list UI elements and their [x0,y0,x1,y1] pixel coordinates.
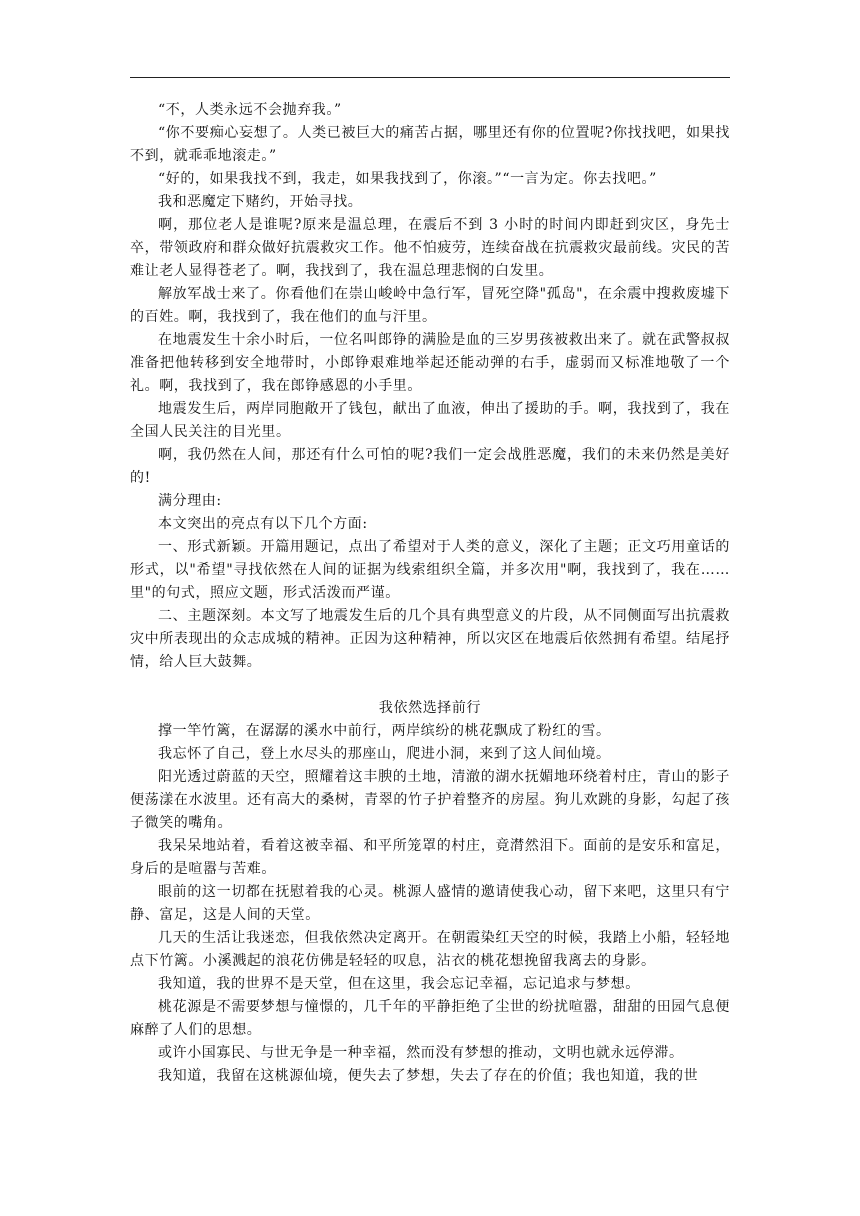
paragraph: “好的，如果我找不到，我走，如果我找到了，你滚。”“一言为定。你去找吧。” [158,171,657,187]
paragraph: 本文突出的亮点有以下几个方面: [158,516,368,532]
paragraph: “不，人类永远不会抛弃我。” [158,102,342,118]
paragraph: 在地震发生十余小时后，一位名叫郎铮的满脸是血的三岁男孩被救出来了。就在武警叔叔准备把他转移到安全地带时，小郎铮艰难地举起还能动弹的右手，虚弱而又标准地敬了一个礼。啊，我找到了，我在郎铮感恩的小手里。 [130,332,730,394]
header-rule [130,77,730,78]
comment-heading: 满分理由: [158,493,222,509]
paragraph: 地震发生后，两岸同胞敞开了钱包，献出了血液，伸出了援助的手。啊，我找到了，我在全国人民关注的目光里。 [130,401,730,440]
paragraph: 眼前的这一切都在抚慰着我的心灵。桃源人盛情的邀请使我心动，留下来吧，这里只有宁静、富足，这是人间的天堂。 [130,884,730,923]
paragraph: 撑一竿竹篱，在潺潺的溪水中前行，两岸缤纷的桃花飘成了粉红的雪。 [158,723,611,739]
paragraph: 几天的生活让我迷恋，但我依然决定离开。在朝霞染红天空的时候，我踏上小船，轻轻地点下竹篱。小溪溅起的浪花仿佛是轻轻的叹息，沾衣的桃花想挽留我离去的身影。 [130,930,730,969]
paragraph: 阳光透过蔚蓝的天空，照耀着这丰腴的土地，清澈的湖水抚媚地环绕着村庄，青山的影子便荡漾在水波里。还有高大的桑树，青翠的竹子护着整齐的房屋。狗儿欢跳的身影，勾起了孩子微笑的嘴角。 [130,769,730,831]
paragraph: 我知道，我的世界不是天堂，但在这里，我会忘记幸福，忘记追求与梦想。 [158,976,640,992]
paragraph: 一、形式新颖。开篇用题记，点出了希望对于人类的意义，深化了主题；正文巧用童话的形式，以"希望"寻找依然在人间的证据为线索组织全篇，并多次用"啊，我找到了，我在……里"的句式，照应文题，形式活泼而严谨。 [130,539,730,601]
essay-title: 我依然选择前行 [378,700,482,716]
paragraph: 我知道，我留在这桃源仙境，便失去了梦想，失去了存在的价值；我也知道，我的世 [158,1068,699,1084]
paragraph: 我和恶魔定下赌约，开始寻找。 [158,194,363,210]
paragraph: 或许小国寡民、与世无争是一种幸福，然而没有梦想的推动，文明也就永远停滞。 [158,1045,684,1061]
paragraph: 二、主题深刻。本文写了地震发生后的几个具有典型意义的片段，从不同侧面写出抗震救灾中所表现出的众志成城的精神。正因为这种精神，所以灾区在地震后依然拥有希望。结尾抒情，给人巨大鼓舞。 [130,608,730,670]
paragraph: “你不要痴心妄想了。人类已被巨大的痛苦占据，哪里还有你的位置呢?你找找吧，如果找不到，就乖乖地滚走。” [130,125,730,164]
paragraph: 我忘怀了自己，登上水尽头的那座山，爬进小洞，来到了这人间仙境。 [158,746,611,762]
paragraph: 我呆呆地站着，看着这被幸福、和平所笼罩的村庄，竟潸然泪下。面前的是安乐和富足，身后的是喧嚣与苦难。 [130,838,730,877]
paragraph: 啊，我仍然在人间，那还有什么可怕的呢?我们一定会战胜恶魔，我们的未来仍然是美好的! [130,447,730,486]
document-body [130,99,730,1088]
paragraph: 解放军战士来了。你看他们在崇山峻岭中急行军，冒死空降"孤岛"，在余震中搜救废墟下的百姓。啊，我找到了，我在他们的血与汗里。 [130,286,730,325]
paragraph: 啊，那位老人是谁呢?原来是温总理，在震后不到 3 小时的时间内即赶到灾区，身先士卒，带领政府和群众做好抗震救灾工作。他不怕疲劳，连续奋战在抗震救灾最前线。灾民的苦难让老人显得苍老了。啊，我找到了，我在温总理悲悯的白发里。 [130,217,730,279]
paragraph: 桃花源是不需要梦想与憧憬的，几千年的平静拒绝了尘世的纷扰喧嚣，甜甜的田园气息便麻醉了人们的思想。 [130,999,730,1038]
